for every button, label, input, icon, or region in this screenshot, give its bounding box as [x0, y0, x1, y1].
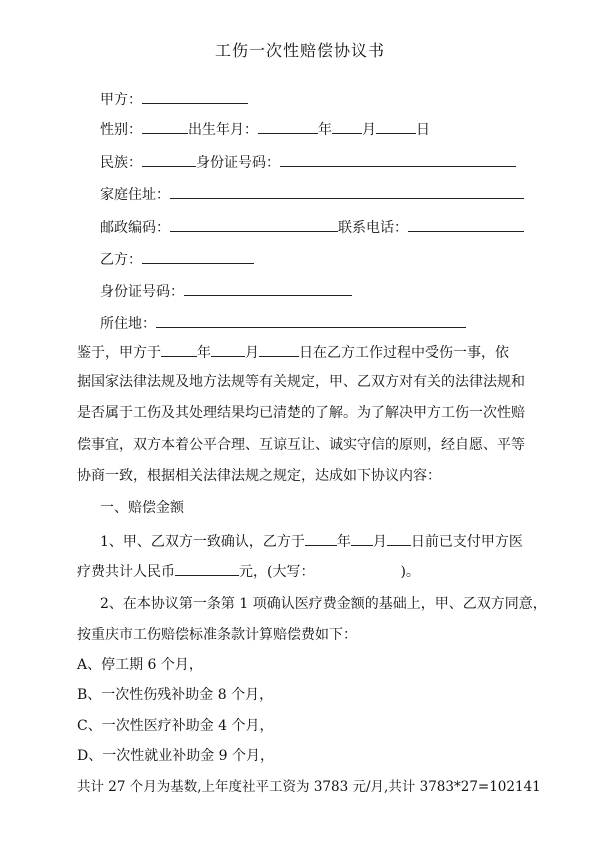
address-line	[100, 183, 524, 205]
month-label: 月	[362, 122, 376, 138]
item-c: C、一次性医疗补助金 4 个月，	[77, 718, 274, 734]
clause-2-line-2: 按重庆市工伤赔偿标准条款计算赔偿费如下：	[77, 627, 357, 643]
amount-blank	[175, 560, 239, 576]
injury-day-blank	[259, 341, 299, 357]
intro-line-4: 偿事宜，双方本着公平合理、互谅互让、诚实守信的原则，经自愿、平等	[77, 437, 525, 453]
party-a-line	[100, 88, 248, 110]
gender-blank	[142, 118, 188, 134]
phone-label: 联系电话：	[338, 220, 408, 236]
birth-year-blank	[258, 118, 318, 134]
birth-label: 出生年月：	[188, 122, 258, 138]
injury-month-blank	[211, 341, 245, 357]
intro-line-2: 据国家法律法规及地方法规等有关规定，甲、乙双方对有关的法律法规和	[77, 374, 525, 390]
intro-line-1	[77, 341, 509, 363]
birth-day-blank	[376, 118, 416, 134]
postal-blank	[170, 216, 338, 232]
party-b-label: 乙方：	[100, 252, 142, 268]
gender-birth-line	[100, 118, 430, 140]
residence-line	[100, 312, 466, 334]
id-blank	[280, 151, 516, 167]
ethnic-label: 民族：	[100, 155, 142, 171]
ethnic-blank	[142, 151, 196, 167]
payment-day-blank	[387, 530, 411, 546]
address-blank	[170, 183, 524, 199]
id-line	[100, 280, 352, 302]
injury-year-blank	[161, 341, 197, 357]
address-label: 家庭住址：	[100, 187, 170, 203]
section-heading: 一、赔偿金额	[100, 500, 184, 516]
phone-blank	[408, 216, 524, 232]
item-b: B、一次性伤残补助金 8 个月，	[77, 687, 274, 703]
intro-text: 鉴于，甲方于	[77, 345, 161, 361]
clause-text: 疗费共计人民币	[77, 564, 175, 580]
year-label: 年	[318, 122, 332, 138]
gender-label: 性别：	[100, 122, 142, 138]
id-number-blank	[184, 280, 352, 296]
clause-text: 日前已支付甲方医	[410, 534, 523, 550]
party-a-blank	[142, 88, 248, 104]
clause-1-line-1	[100, 530, 523, 552]
payment-year-blank	[305, 530, 337, 546]
clause-1-line-2	[77, 560, 420, 582]
intro-line-3: 是否属于工伤及其处理结果均已清楚的了解。为了解决甲方工伤一次性赔	[77, 405, 525, 421]
id-number-label: 身份证号码：	[100, 284, 184, 300]
intro-line-5: 协商一致，根据相关法律法规之规定，达成如下协议内容：	[77, 468, 441, 484]
payment-month-blank	[351, 530, 373, 546]
party-b-line	[100, 248, 254, 270]
clause-text: 元，(大写：	[239, 564, 315, 580]
residence-label: 所住地：	[100, 316, 156, 332]
intro-month: 月	[245, 345, 259, 361]
party-a-label: 甲方：	[100, 92, 142, 108]
residence-blank	[156, 312, 466, 328]
clause-2-line-1: 2、在本协议第一条第 1 项确认医疗费金额的基础上，甲、乙双方同意，	[100, 596, 547, 612]
total-line: 共计 27 个月为基数,上年度社平工资为 3783 元/月,共计 3783*27=102141	[77, 779, 541, 795]
clause-year: 年	[336, 534, 351, 550]
clause-text: )。	[400, 564, 420, 580]
postal-phone-line	[100, 216, 524, 238]
id-label: 身份证号码：	[196, 155, 280, 171]
item-d: D、一次性就业补助金 9 个月，	[77, 748, 275, 764]
postal-label: 邮政编码：	[100, 220, 170, 236]
item-a: A、停工期 6 个月，	[77, 657, 203, 673]
party-b-blank	[142, 248, 254, 264]
birth-month-blank	[332, 118, 362, 134]
intro-year: 年	[197, 345, 211, 361]
clause-text: 1、甲、乙双方一致确认，乙方于	[100, 534, 305, 550]
document-title: 工伤一次性赔偿协议书	[214, 41, 385, 60]
clause-month: 月	[372, 534, 387, 550]
intro-text: 日在乙方工作过程中受伤一事，依	[299, 345, 509, 361]
ethnic-id-line	[100, 151, 516, 173]
day-label: 日	[416, 122, 430, 138]
